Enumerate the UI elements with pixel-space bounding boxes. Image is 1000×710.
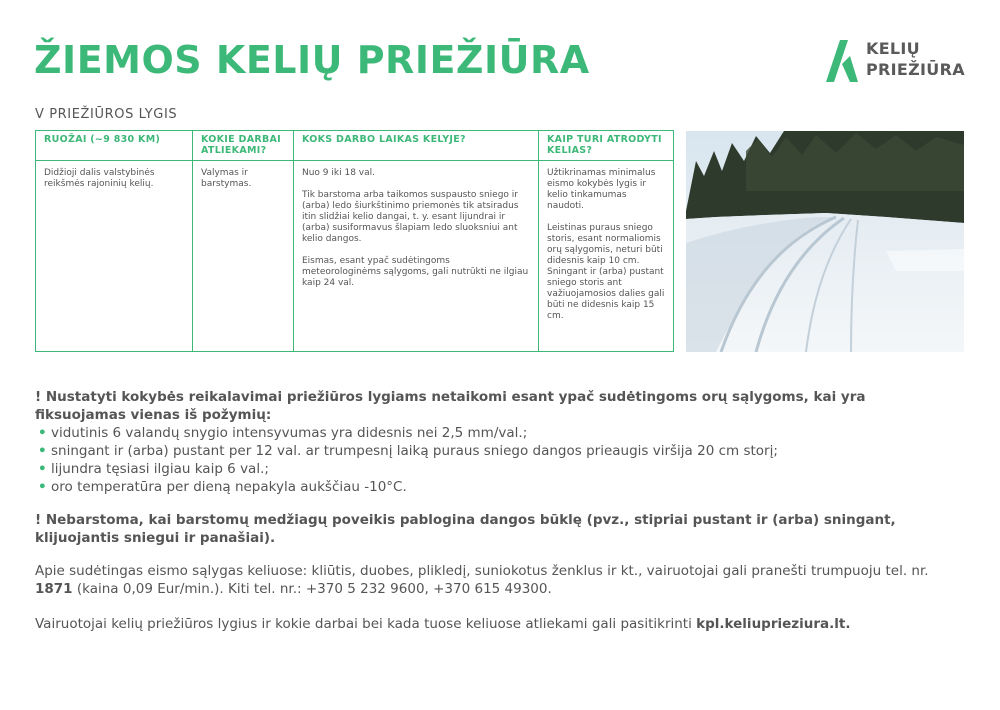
list-item-text: sningant ir (arba) pustant per 12 val. ar trumpesnį laiką puraus sniego dangos prieaugis viršija 20 cm storį; bbox=[51, 443, 778, 459]
cell-sections bbox=[36, 161, 193, 352]
header-work-time: KOKS DARBO LAIKAS KELYJE? bbox=[294, 131, 539, 161]
table-header-row bbox=[36, 131, 674, 161]
conditions-list bbox=[35, 424, 935, 496]
report-info bbox=[35, 562, 935, 598]
cell-text: Didžioji dalis valstybinės reikšmės rajoninių kelių. bbox=[44, 168, 155, 189]
cell-paragraph: Eismas, esant ypač sudėtingoms meteorologinėms sąlygoms, gali nutrūkti ne ilgiau kaip 24 val. bbox=[302, 256, 529, 288]
warning-exceptions: ! Nustatyti kokybės reikalavimai priežiūros lygiams netaikomi esant ypač sudėtingoms orų sąlygoms, kai yra fiksuojamas vienas iš požymių: bbox=[35, 389, 866, 423]
report-info-text: Apie sudėtingas eismo sąlygas keliuose: kliūtis, duobes, plikledį, suniokotus ženklus ir kt., vairuotojai gali pranešti trumpuoju tel. nr. bbox=[35, 563, 929, 579]
maintenance-table bbox=[35, 130, 674, 352]
snowy-road-photo bbox=[686, 131, 964, 352]
cell-road-look bbox=[539, 161, 674, 352]
cell-paragraph: Užtikrinamas minimalus eismo kokybės lygis ir kelio tinkamumas naudoti. bbox=[547, 168, 656, 211]
warning-no-gritting: ! Nebarstoma, kai barstomų medžiagų poveikis pablogina dangos būklę (pvz., stipriai pustant ir (arba) sningant, klijuojantis sniegui ir panašiai). bbox=[35, 512, 896, 546]
bullet-icon: • bbox=[38, 425, 47, 441]
cell-paragraph: Tik barstoma arba taikomos suspausto sniego ir (arba) ledo šiurkštinimo priemonės tik atsiradus itin slidžiai kelio dangai, t. y. esant lijundrai ir (arba) susiformavus šlapiam ledo sluoksniui ant kelio dangos. bbox=[302, 190, 519, 244]
logo-line-1: KELIŲ bbox=[866, 39, 920, 58]
logo-line-2: PRIEŽIŪRA bbox=[866, 60, 965, 79]
bullet-icon: • bbox=[38, 461, 47, 477]
bullet-icon: • bbox=[38, 443, 47, 459]
logo-mark-icon bbox=[824, 38, 864, 84]
list-item bbox=[35, 478, 935, 496]
header-road-look: KAIP TURI ATRODYTI KELIAS? bbox=[539, 131, 674, 161]
footer-text: Vairuotojai kelių priežiūros lygius ir kokie darbai bei kada tuose keliuose atliekami gali pasitikrinti bbox=[35, 616, 692, 632]
bullet-icon: • bbox=[38, 479, 47, 495]
website-link[interactable]: kpl.keliuprieziura.lt. bbox=[696, 616, 851, 632]
notes-section bbox=[35, 388, 935, 633]
list-item-text: vidutinis 6 valandų snygio intensyvumas yra didesnis nei 2,5 mm/val.; bbox=[51, 425, 528, 441]
report-info-text-2: (kaina 0,09 Eur/min.). Kiti tel. nr.: +370 5 232 9600, +370 615 49300. bbox=[76, 581, 552, 597]
footer-note bbox=[35, 615, 935, 633]
cell-paragraph: Nuo 9 iki 18 val. bbox=[302, 168, 375, 178]
company-logo bbox=[824, 38, 974, 84]
cell-works bbox=[193, 161, 294, 352]
cell-paragraph: Leistinas puraus sniego storis, esant normaliomis orų sąlygomis, neturi būti didesnis kaip 10 cm. Sningant ir (arba) pustant sniego storis ant važiuojamosios dalies gali būti ne didesnis kaip 15 cm. bbox=[547, 223, 665, 321]
list-item bbox=[35, 460, 935, 478]
list-item-text: oro temperatūra per dieną nepakyla aukščiau -10°C. bbox=[51, 479, 407, 495]
table-row bbox=[36, 161, 674, 352]
page-title: ŽIEMOS KELIŲ PRIEŽIŪRA bbox=[34, 38, 590, 82]
cell-work-time bbox=[294, 161, 539, 352]
logo-text bbox=[866, 38, 965, 80]
list-item bbox=[35, 424, 935, 442]
list-item-text: lijundra tęsiasi ilgiau kaip 6 val.; bbox=[51, 461, 269, 477]
short-phone-number: 1871 bbox=[35, 581, 73, 597]
section-subtitle: V PRIEŽIŪROS LYGIS bbox=[35, 107, 178, 122]
cell-text: Valymas ir barstymas. bbox=[201, 168, 252, 189]
list-item bbox=[35, 442, 935, 460]
header-works: KOKIE DARBAI ATLIEKAMI? bbox=[193, 131, 294, 161]
header-sections: RUOŽAI (~9 830 KM) bbox=[36, 131, 193, 161]
